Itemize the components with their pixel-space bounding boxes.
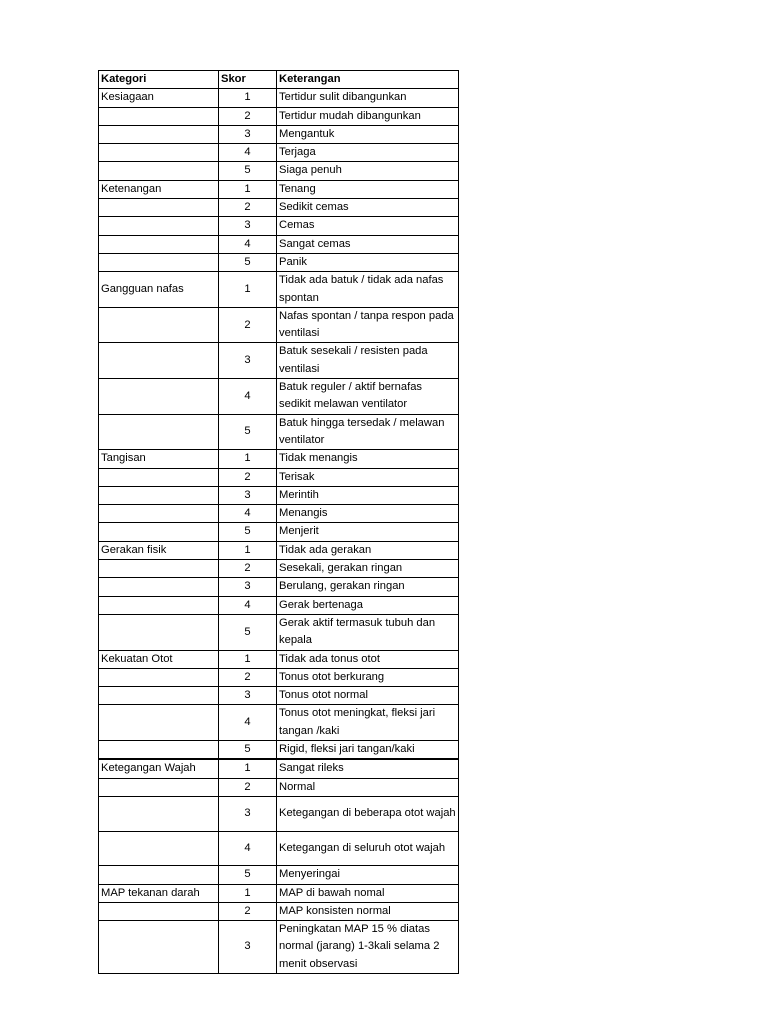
cell-skor: 4 — [219, 831, 277, 866]
cell-kategori — [99, 162, 219, 180]
cell-skor: 3 — [219, 921, 277, 974]
cell-skor: 1 — [219, 884, 277, 902]
cell-skor: 5 — [219, 414, 277, 450]
cell-keterangan: Gerak aktif termasuk tubuh dan kepala — [277, 614, 459, 650]
cell-kategori — [99, 107, 219, 125]
cell-kategori — [99, 866, 219, 884]
cell-kategori: Tangisan — [99, 450, 219, 468]
cell-keterangan: Tidak ada gerakan — [277, 541, 459, 559]
cell-kategori: Gangguan nafas — [99, 272, 219, 308]
cell-keterangan: Sangat cemas — [277, 235, 459, 253]
cell-skor: 5 — [219, 162, 277, 180]
table-row — [99, 650, 459, 668]
table-row — [99, 796, 459, 831]
cell-skor: 3 — [219, 343, 277, 379]
cell-skor: 3 — [219, 687, 277, 705]
table-row — [99, 235, 459, 253]
table-row — [99, 107, 459, 125]
cell-keterangan: Berulang, gerakan ringan — [277, 578, 459, 596]
cell-keterangan: Tonus otot meningkat, fleksi jari tangan /kaki — [277, 705, 459, 741]
cell-skor: 1 — [219, 541, 277, 559]
table-row — [99, 379, 459, 415]
score-table — [98, 70, 459, 974]
cell-skor: 3 — [219, 486, 277, 504]
cell-keterangan: Rigid, fleksi jari tangan/kaki — [277, 740, 459, 759]
table-row — [99, 614, 459, 650]
cell-skor: 4 — [219, 705, 277, 741]
cell-kategori: MAP tekanan darah — [99, 884, 219, 902]
cell-kategori — [99, 253, 219, 271]
header-keterangan: Keterangan — [277, 71, 459, 89]
table-row — [99, 523, 459, 541]
table-row — [99, 884, 459, 902]
cell-kategori — [99, 614, 219, 650]
cell-keterangan: Peningkatan MAP 15 % diatas normal (jarang) 1-3kali selama 2 menit observasi — [277, 921, 459, 974]
cell-skor: 3 — [219, 796, 277, 831]
cell-kategori — [99, 596, 219, 614]
table-row — [99, 687, 459, 705]
cell-kategori — [99, 235, 219, 253]
cell-kategori — [99, 740, 219, 759]
cell-kategori — [99, 778, 219, 796]
header-skor: Skor — [219, 71, 277, 89]
cell-keterangan: Tidak menangis — [277, 450, 459, 468]
cell-kategori — [99, 468, 219, 486]
cell-skor: 2 — [219, 199, 277, 217]
cell-skor: 2 — [219, 668, 277, 686]
cell-keterangan: Menjerit — [277, 523, 459, 541]
cell-keterangan: Sedikit cemas — [277, 199, 459, 217]
table-row — [99, 307, 459, 343]
table-row — [99, 486, 459, 504]
cell-keterangan: Menyeringai — [277, 866, 459, 884]
cell-keterangan: Gerak bertenaga — [277, 596, 459, 614]
table-row — [99, 541, 459, 559]
table-row — [99, 144, 459, 162]
cell-skor: 4 — [219, 144, 277, 162]
cell-keterangan: Sesekali, gerakan ringan — [277, 560, 459, 578]
cell-kategori — [99, 144, 219, 162]
cell-keterangan: Terisak — [277, 468, 459, 486]
cell-kategori — [99, 796, 219, 831]
table-row — [99, 199, 459, 217]
cell-keterangan: Menangis — [277, 505, 459, 523]
table-row — [99, 759, 459, 778]
table-row — [99, 253, 459, 271]
cell-kategori — [99, 343, 219, 379]
cell-skor: 2 — [219, 902, 277, 920]
cell-keterangan: Batuk hingga tersedak / melawan ventilator — [277, 414, 459, 450]
cell-keterangan: Tenang — [277, 180, 459, 198]
cell-skor: 2 — [219, 778, 277, 796]
cell-keterangan: Ketegangan di seluruh otot wajah — [277, 831, 459, 866]
table-row — [99, 831, 459, 866]
table-row — [99, 866, 459, 884]
cell-skor: 1 — [219, 272, 277, 308]
cell-skor: 4 — [219, 235, 277, 253]
table-row — [99, 450, 459, 468]
cell-keterangan: Batuk reguler / aktif bernafas sedikit melawan ventilator — [277, 379, 459, 415]
cell-keterangan: Mengantuk — [277, 125, 459, 143]
table-row — [99, 125, 459, 143]
cell-keterangan: Normal — [277, 778, 459, 796]
cell-keterangan: Siaga penuh — [277, 162, 459, 180]
cell-skor: 5 — [219, 614, 277, 650]
cell-kategori: Gerakan fisik — [99, 541, 219, 559]
cell-skor: 3 — [219, 578, 277, 596]
cell-kategori — [99, 125, 219, 143]
cell-skor: 4 — [219, 596, 277, 614]
cell-skor: 1 — [219, 450, 277, 468]
table-row — [99, 921, 459, 974]
table-row — [99, 668, 459, 686]
cell-skor: 2 — [219, 560, 277, 578]
cell-keterangan: Cemas — [277, 217, 459, 235]
cell-skor: 1 — [219, 89, 277, 107]
cell-kategori — [99, 668, 219, 686]
cell-keterangan: Tonus otot normal — [277, 687, 459, 705]
cell-kategori — [99, 921, 219, 974]
table-row — [99, 578, 459, 596]
table-row — [99, 89, 459, 107]
table-row — [99, 778, 459, 796]
cell-keterangan: Merintih — [277, 486, 459, 504]
cell-skor: 1 — [219, 759, 277, 778]
cell-keterangan: Nafas spontan / tanpa respon pada ventilasi — [277, 307, 459, 343]
cell-kategori — [99, 379, 219, 415]
table-row — [99, 596, 459, 614]
cell-skor: 1 — [219, 650, 277, 668]
cell-skor: 2 — [219, 307, 277, 343]
cell-kategori — [99, 560, 219, 578]
cell-keterangan: Terjaga — [277, 144, 459, 162]
table-row — [99, 162, 459, 180]
cell-kategori — [99, 199, 219, 217]
cell-kategori — [99, 523, 219, 541]
cell-keterangan: Tonus otot berkurang — [277, 668, 459, 686]
cell-keterangan: Sangat rileks — [277, 759, 459, 778]
cell-keterangan: MAP di bawah nomal — [277, 884, 459, 902]
cell-skor: 5 — [219, 740, 277, 759]
table-row — [99, 560, 459, 578]
cell-keterangan: Tidak ada batuk / tidak ada nafas spontan — [277, 272, 459, 308]
header-kategori: Kategori — [99, 71, 219, 89]
cell-skor: 3 — [219, 217, 277, 235]
cell-skor: 4 — [219, 505, 277, 523]
cell-kategori — [99, 578, 219, 596]
cell-kategori — [99, 307, 219, 343]
table-row — [99, 272, 459, 308]
cell-keterangan: Tidak ada tonus otot — [277, 650, 459, 668]
cell-kategori: Kekuatan Otot — [99, 650, 219, 668]
cell-skor: 5 — [219, 253, 277, 271]
cell-keterangan: Tertidur mudah dibangunkan — [277, 107, 459, 125]
cell-keterangan: Tertidur sulit dibangunkan — [277, 89, 459, 107]
cell-kategori — [99, 687, 219, 705]
cell-kategori — [99, 505, 219, 523]
table-row — [99, 705, 459, 741]
cell-kategori — [99, 902, 219, 920]
table-row — [99, 505, 459, 523]
table-row — [99, 217, 459, 235]
cell-skor: 2 — [219, 107, 277, 125]
cell-keterangan: Ketegangan di beberapa otot wajah — [277, 796, 459, 831]
cell-kategori — [99, 705, 219, 741]
cell-kategori — [99, 414, 219, 450]
cell-skor: 1 — [219, 180, 277, 198]
cell-skor: 4 — [219, 379, 277, 415]
cell-kategori: Ketenangan — [99, 180, 219, 198]
cell-kategori — [99, 831, 219, 866]
cell-kategori: Kesiagaan — [99, 89, 219, 107]
table-row — [99, 902, 459, 920]
cell-kategori: Ketegangan Wajah — [99, 759, 219, 778]
table-row — [99, 740, 459, 759]
table-row — [99, 180, 459, 198]
table-row — [99, 468, 459, 486]
cell-keterangan: Panik — [277, 253, 459, 271]
cell-kategori — [99, 217, 219, 235]
cell-keterangan: Batuk sesekali / resisten pada ventilasi — [277, 343, 459, 379]
cell-skor: 2 — [219, 468, 277, 486]
cell-keterangan: MAP konsisten normal — [277, 902, 459, 920]
header-row — [99, 71, 459, 89]
table-row — [99, 414, 459, 450]
cell-skor: 5 — [219, 866, 277, 884]
cell-skor: 3 — [219, 125, 277, 143]
cell-kategori — [99, 486, 219, 504]
table-row — [99, 343, 459, 379]
cell-skor: 5 — [219, 523, 277, 541]
